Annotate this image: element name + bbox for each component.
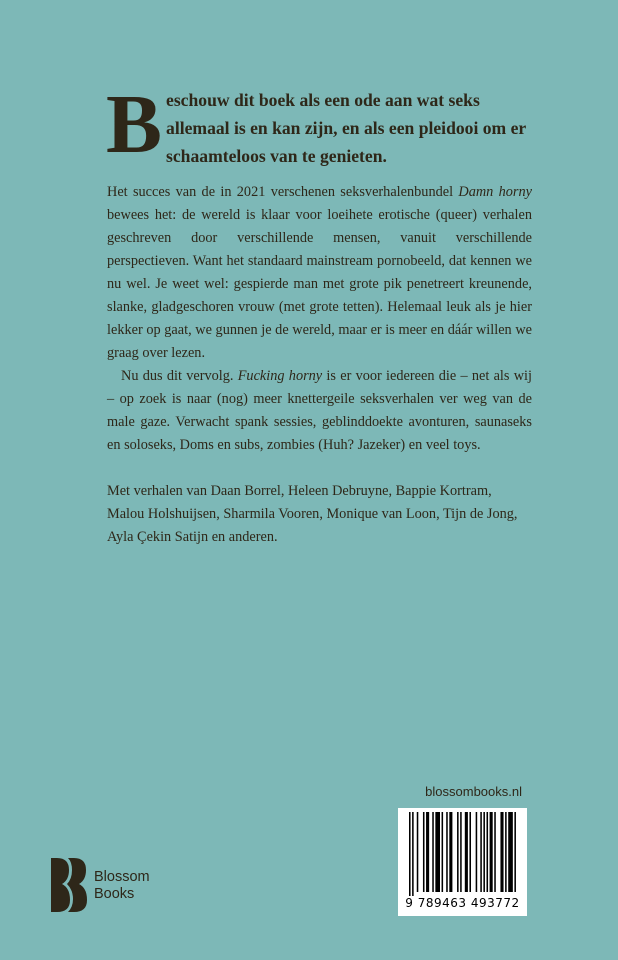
p2-text-b: is er voor iedereen die – net als wij – op zoek is naar (nog) meer knettergeile seksverhalen ver weg van de male gaze. Verwacht spank sessies, geblinddoekte avonturen, saunaseks en soloseks, Doms en subs, zombies (Huh? Jazeker) en veel toys. <box>107 368 532 453</box>
publisher-name-line-2: Books <box>94 886 135 902</box>
intro-block <box>106 78 526 171</box>
publisher-logo <box>49 856 189 914</box>
barcode-bar <box>490 812 493 892</box>
barcode-bar <box>508 812 513 892</box>
barcode-bar <box>423 812 425 892</box>
barcode-bar <box>446 812 448 892</box>
p1-book-title: Damn horny <box>458 184 532 200</box>
blurb-paragraph-1 <box>107 181 532 365</box>
isbn-number: 9 789463 493772 <box>405 896 520 910</box>
barcode-bar <box>457 812 459 892</box>
barcode-bar <box>480 812 482 892</box>
blossom-logo-icon <box>49 856 89 914</box>
barcode-bar <box>514 812 516 892</box>
barcode-graphic <box>401 812 524 896</box>
barcode-bar <box>476 812 478 892</box>
barcode-bar <box>409 812 411 896</box>
barcode-bar <box>505 812 507 892</box>
p1-text-a: Het succes van de in 2021 verschenen seksverhalenbundel <box>107 184 459 200</box>
intro-text: eschouw dit boek als een ode aan wat seks allemaal is en kan zijn, en als een pleidooi om er schaamteloos van te genieten. <box>166 90 526 166</box>
authors-paragraph: Met verhalen van Daan Borrel, Heleen Debruyne, Bappie Kortram, Malou Holshuijsen, Sharmila Vooren, Monique van Loon, Tijn de Jong, Ayla Çekin Satijn en anderen. <box>107 483 518 545</box>
barcode-bar <box>469 812 471 892</box>
barcode-bar <box>460 812 462 892</box>
barcode-bar <box>432 812 434 892</box>
isbn-barcode <box>398 808 527 916</box>
barcode-bar <box>500 812 503 892</box>
publisher-name-line-1: Blossom <box>94 869 150 885</box>
barcode-bar <box>417 812 419 892</box>
p1-text-b: bewees het: de wereld is klaar voor loeihete erotische (queer) verhalen geschreven door verschillende mensen, vanuit verschillende perspectieven. Want het standaard mainstream pornobeeld, dat kennen we nu wel. Je weet wel: gespierde man met grote pik penetreert kreunende, slanke, gladgeschoren vrouw (met grote tetten). Helemaal leuk als je hier lekker op gaat, we gunnen je de wereld, maar er is meer en dáár willen we graag over lezen. <box>107 207 532 361</box>
publisher-name <box>94 869 150 903</box>
drop-cap: B <box>106 78 163 171</box>
barcode-bar <box>442 812 444 892</box>
website-url: blossombooks.nl <box>425 784 522 799</box>
barcode-bar <box>494 812 496 892</box>
barcode-bar <box>483 812 485 892</box>
barcode-bar <box>487 812 489 892</box>
barcode-bar <box>449 812 452 892</box>
p2-book-title: Fucking horny <box>237 368 323 384</box>
blurb-paragraph-2 <box>107 365 532 457</box>
blurb <box>107 181 532 549</box>
barcode-bar <box>435 812 440 892</box>
barcode-bar <box>412 812 414 896</box>
barcode-bar <box>426 812 429 892</box>
barcode-bar <box>465 812 468 892</box>
p2-text-a: Nu dus dit vervolg. <box>121 368 238 384</box>
